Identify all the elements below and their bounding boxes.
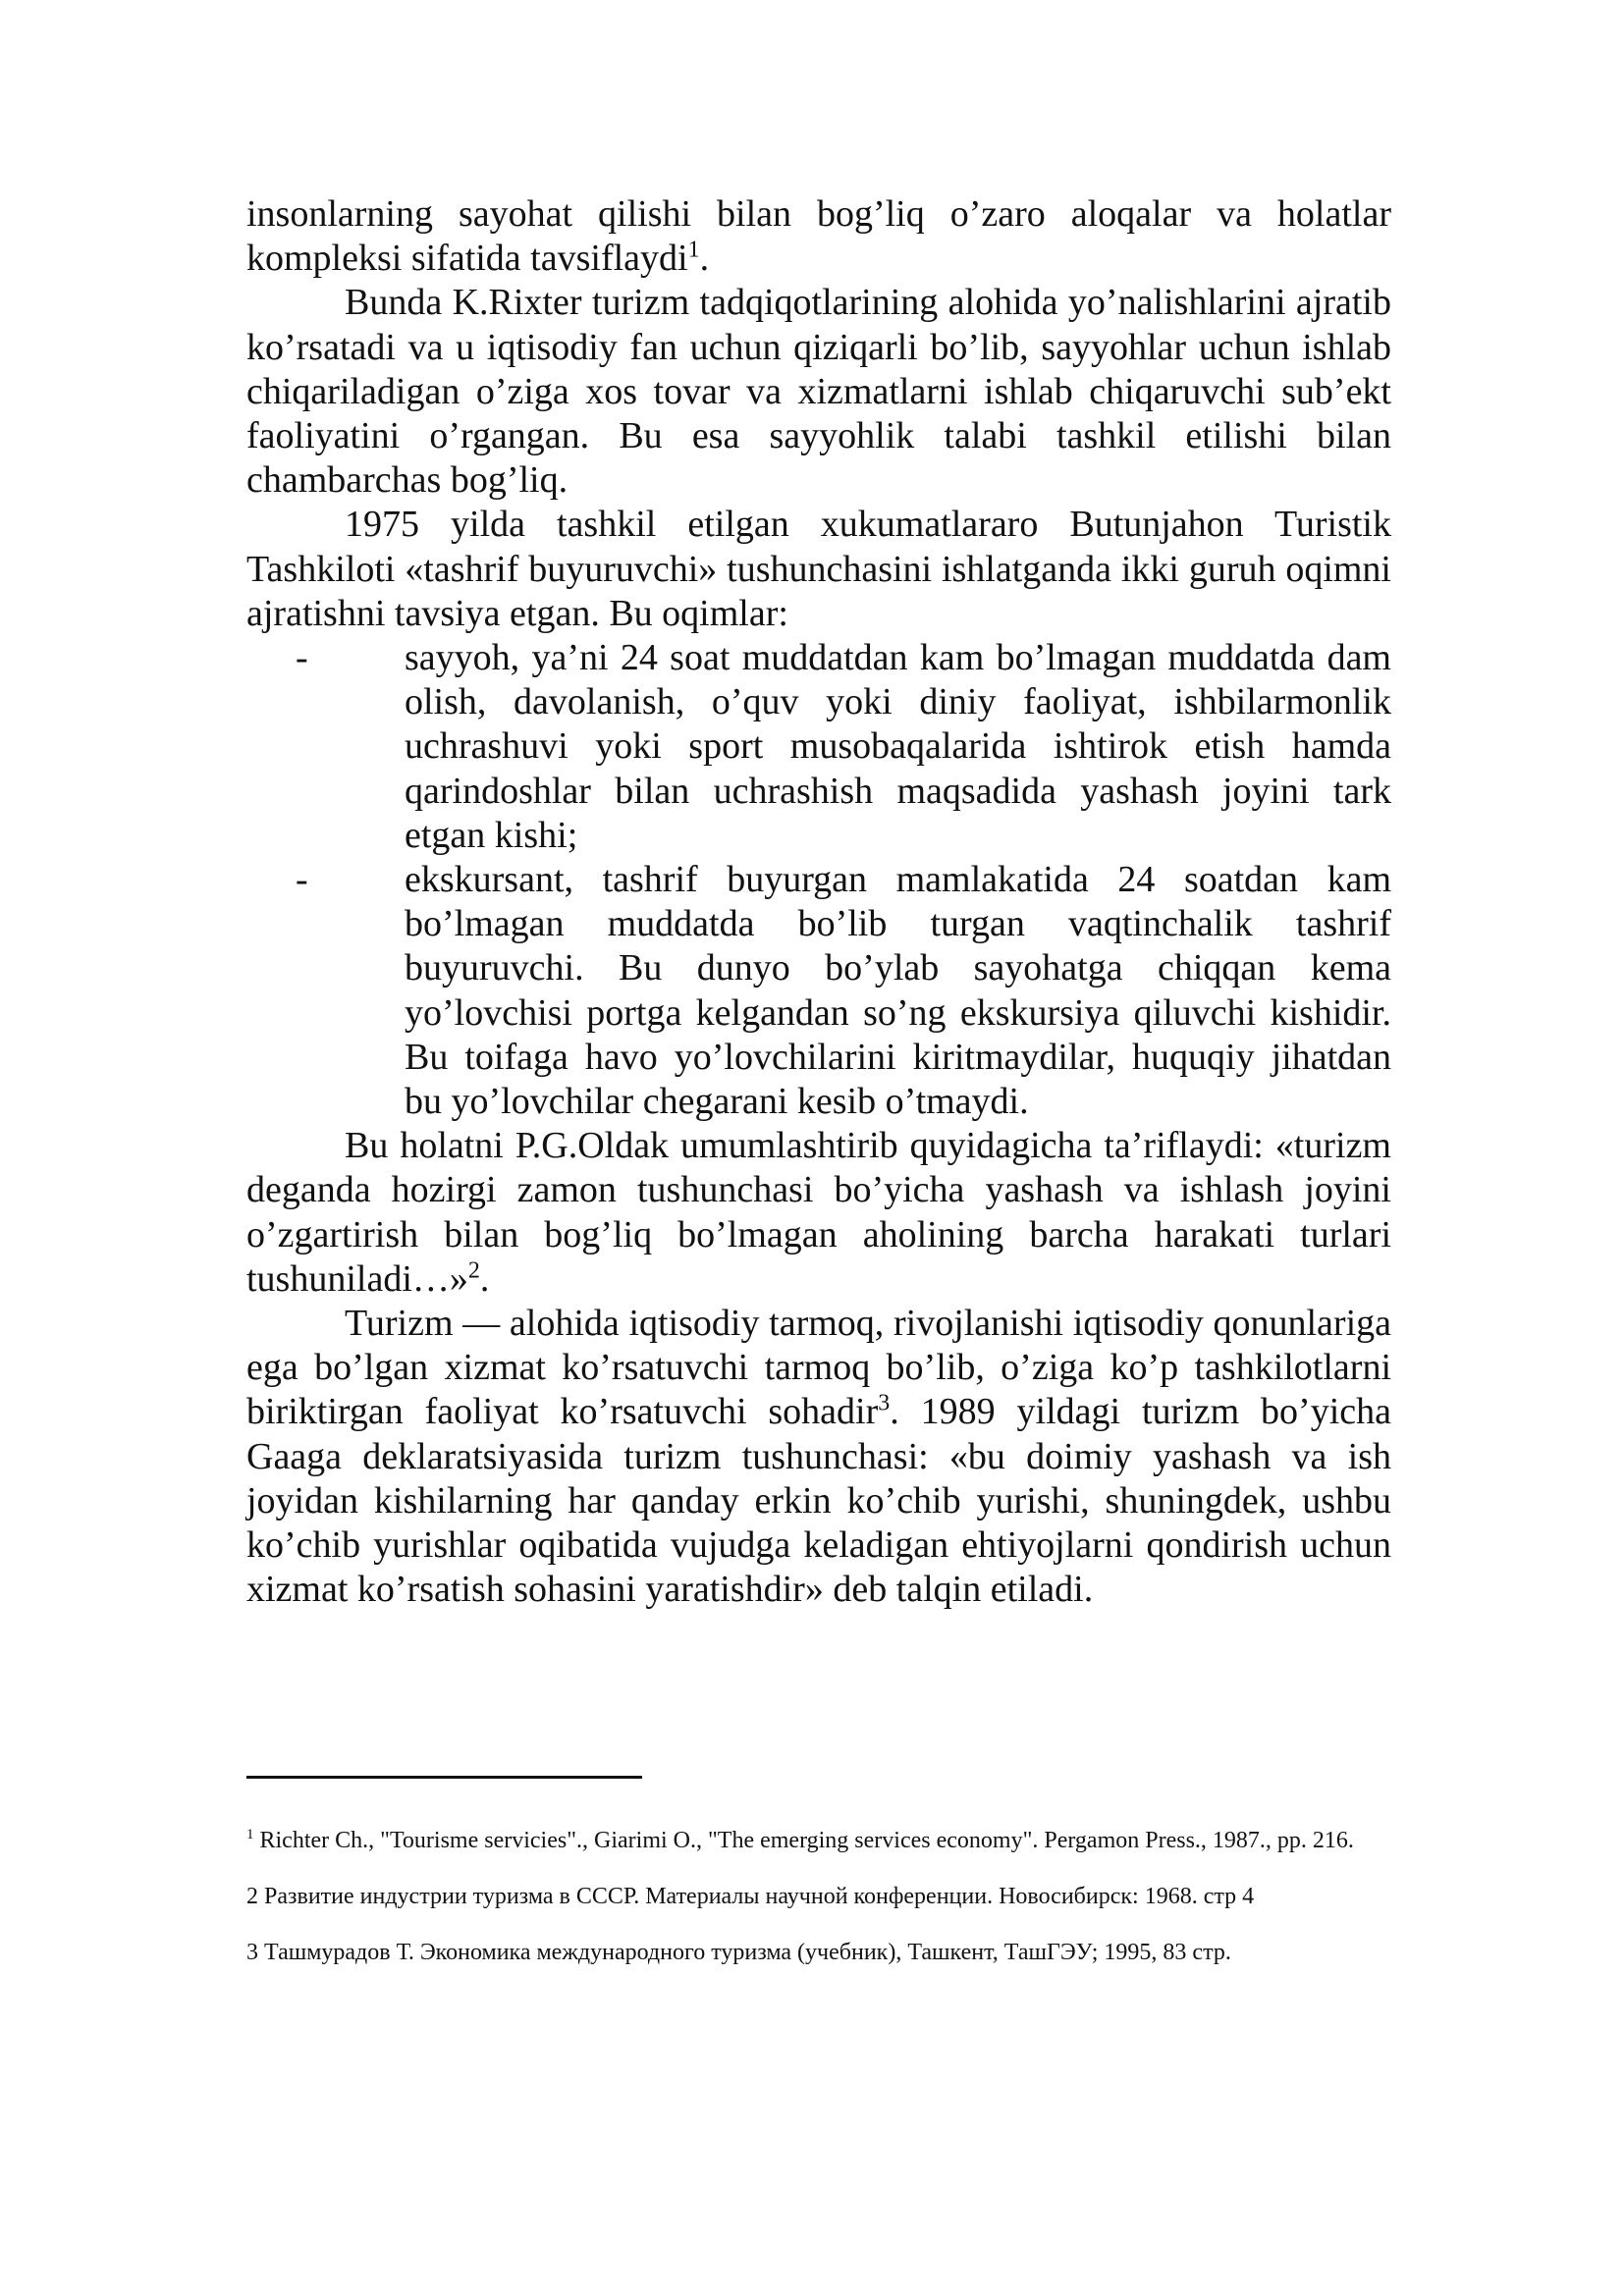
footnotes <box>246 1825 1391 1993</box>
footnote-ref-2: 2 <box>467 1257 480 1284</box>
bullet-dash: - <box>296 859 308 901</box>
paragraph-4 <box>246 1124 1391 1302</box>
list-item-1 <box>246 636 1391 858</box>
paragraph-2: Bunda K.Rixter turizm tadqiqotlarining alohida yo’nalishlarini ajratib ko’rsatadi va u iqtisodiy fan uchun qiziqarli bo’lib, sayyohlar uchun ishlab chiqariladigan o’ziga xos tovar va xizmatlarni ishlab chiqaruvchi sub’ekt faoliyatini o’rgangan. Bu esa sayyohlik talabi tashkil etilishi bilan chambarchas bog’liq. <box>246 282 1391 502</box>
footnote-3: 3 Ташмурадов Т. Экономика международного туризма (учебник), Ташкент, ТашГЭУ; 1995, 83 стр. <box>246 1940 1231 1965</box>
footnote-separator <box>246 1776 642 1779</box>
paragraph-1 <box>246 192 1391 281</box>
footnote-1 <box>246 1825 1391 1857</box>
footnote-ref-3: 3 <box>878 1390 891 1416</box>
paragraph-3: 1975 yilda tashkil etilgan xukumatlararo Butunjahon Turistik Tashkiloti «tashrif buyuruvchi» tushunchasini ishlatganda ikki guruh oqimni ajratishni tavsiya etgan. Bu oqimlar: <box>246 504 1391 634</box>
main-text <box>246 192 1391 1613</box>
list-item-1-text: sayyoh, ya’ni 24 soat muddatdan kam bo’lmagan muddatda dam olish, davolanish, o’quv yoki diniy faoliyat, ishbilarmonlik uchrashuvi yoki sport musobaqalarida ishtirok etish hamda qarindoshlar bilan uchrashish maqsadida yashash joyini tark etgan kishi; <box>405 637 1391 856</box>
paragraph-1-end: . <box>699 238 710 280</box>
paragraph-4-end: . <box>479 1257 490 1300</box>
footnote-2: 2 Развитие индустрии туризма в СССР. Материалы научной конференции. Новосибирск: 1968. стр 4 <box>246 1884 1255 1909</box>
paragraph-5-text-a: Turizm — alohida iqtisodiy tarmoq, rivojlanishi iqtisodiy qonunlariga ega bo’lgan xizmat ko’rsatuvchi tarmoq bo’lib, o’ziga ko’p tashkilotlarni biriktirgan faoliyat ko’rsatuvchi sohadir <box>246 1303 1391 1433</box>
list-item-2 <box>246 858 1391 1124</box>
paragraph-1-text: insonlarning sayohat qilishi bilan bog’liq o’zaro aloqalar va holatlar kompleksi sifatida tavsiflaydi <box>246 193 1391 280</box>
paragraph-5 <box>246 1302 1391 1612</box>
footnote-1-text: Richter Ch., "Tourisme servicies"., Giarimi O., "The emerging services economy". Pergamon Press., 1987., pp. 216. <box>253 1828 1354 1853</box>
footnote-1-marker: 1 <box>246 1827 254 1842</box>
footnote-ref-1: 1 <box>687 237 700 263</box>
list-item-2-text: ekskursant, tashrif buyurgan mamlakatida 24 soatdan kam bo’lmagan muddatda bo’lib turgan vaqtinchalik tashrif buyuruvchi. Bu dunyo bo’ylab sayohatga chiqqan kema yo’lovchisi portga kelgandan so’ng ekskursiya qiluvchi kishidir. Bu toifaga havo yo’lovchilarini kiritmaydilar, huquqiy jihatdan bu yo’lovchilar chegarani kesib o’tmaydi. <box>405 859 1391 1123</box>
paragraph-5-text-b: . 1989 yildagi turizm bo’yicha Gaaga deklaratsiyasida turizm tushunchasi: «bu doimiy yashash va ish joyidan kishilarning har qanday erkin ko’chib yurishi, shuningdek, ushbu ko’chib yurishlar oqibatida vujudga keladigan ehtiyojlarni qondirish uchun xizmat ko’rsatish sohasini yaratishdir» deb talqin etiladi. <box>246 1391 1391 1611</box>
bullet-dash: - <box>296 637 308 679</box>
paragraph-4-text: Bu holatni P.G.Oldak umumlashtirib quyidagicha ta’riflaydi: «turizm deganda hozirgi zamon tushunchasi bo’yicha yashash va ishlash joyini o’zgartirish bilan bog’liq bo’lmagan aholining barcha harakati turlari tushuniladi…» <box>246 1125 1391 1300</box>
